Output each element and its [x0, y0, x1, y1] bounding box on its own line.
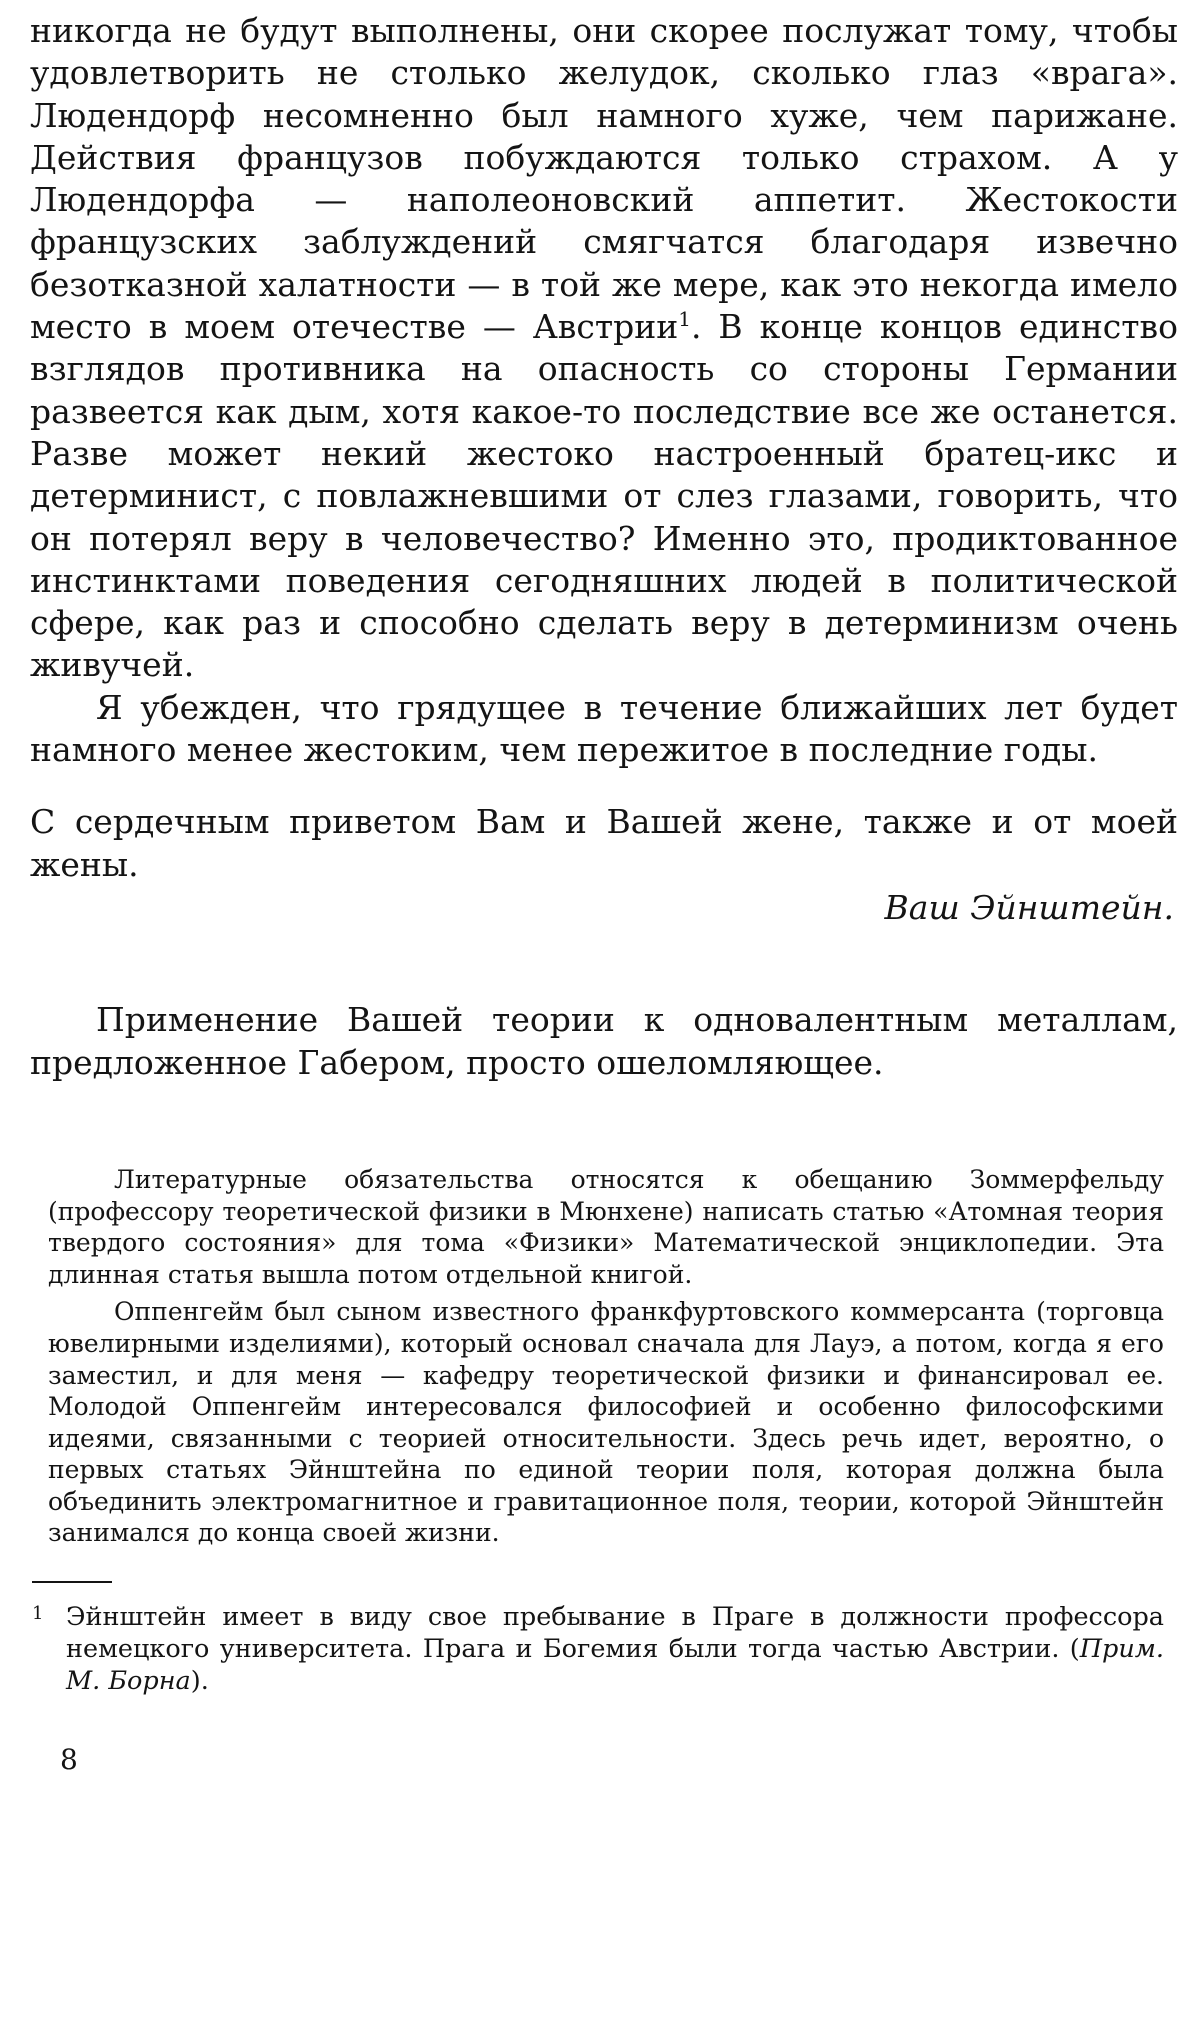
footnote-attribution: Прим. М. Борна: [66, 1634, 1164, 1697]
commentary-block: [30, 1164, 1178, 1549]
footnote-text: [66, 1601, 1164, 1697]
footnote-divider: [32, 1581, 112, 1583]
letter-paragraph-1-tail: . В конце концов единство взглядов противника на опасность со стороны Германии развеется как дым, хотя какое-то последствие все же останется. Разве может некий жестоко настроенный братец-икс и детерминист, с повлажневшими от слез глазами, говорить, что он потерял веру в человечество? Именно это, продиктованное инстинктами поведения сегодняшних людей в политической сфере, как раз и способно сделать веру в детерминизм очень живучей.: [30, 307, 1178, 685]
letter-paragraph-2: Я убежден, что грядущее в течение ближайших лет будет намного менее жестоким, чем пережитое в последние годы.: [30, 687, 1178, 770]
footnote-text-body: Эйнштейн имеет в виду свое пребывание в Праге в должности профессора немецкого университета. Прага и Богемия были тогда частью Австрии. (: [66, 1602, 1164, 1665]
footnote-reference: 1: [678, 307, 691, 332]
letter-signature: Ваш Эйнштейн.: [884, 887, 1174, 927]
commentary-note-1: Литературные обязательства относятся к обещанию Зоммерфельду (профессору теоретической физики в Мюнхене) написать статью «Атомная теория твердого состояния» для тома «Физики» Математической энциклопедии. Эта длинная статья вышла потом отдельной книгой.: [48, 1164, 1164, 1289]
page-number: 8: [60, 1743, 78, 1777]
letter-closing: С сердечным приветом Вам и Вашей жене, также и от моей жены.: [30, 802, 1178, 884]
commentary-note-2: Оппенгейм был сыном известного франкфуртовского коммерсанта (торговца ювелирными изделиями), который основал сначала для Лауэ, а потом, когда я его заместил, и для меня — кафедру теоретической физики и финансировал ее. Молодой Оппенгейм интересовался философией и особенно философскими идеями, связанными с теорией относительности. Здесь речь идет, вероятно, о первых статьях Эйнштейна по единой теории поля, которая должна была объединить электромагнитное и гравитационное поля, теории, которой Эйнштейн занимался до конца своей жизни.: [48, 1297, 1164, 1548]
letter-paragraph-1: [30, 10, 1178, 687]
footnote-text-end: ).: [190, 1666, 209, 1697]
letter-paragraph-1-text: никогда не будут выполнены, они скорее послужат тому, чтобы удовлетворить не столько желудок, сколько глаз «врага». Людендорф несомненно был намного хуже, чем парижане. Действия французов побуждаются только страхом. А у Людендорфа — наполеоновский аппетит. Жестокости французских заблуждений смягчатся благодаря извечно безотказной халатности — в той же мере, как это некогда имело место в моем отечестве — Австрии: [30, 11, 1178, 347]
footnote-marker: 1: [32, 1603, 44, 1625]
letter-postscript: Применение Вашей теории к одновалентным металлам, предложенное Габером, просто ошеломляющее.: [30, 999, 1178, 1082]
footnote: [30, 1601, 1178, 1697]
letter-body: [30, 10, 1178, 886]
book-page: [30, 10, 1178, 1777]
